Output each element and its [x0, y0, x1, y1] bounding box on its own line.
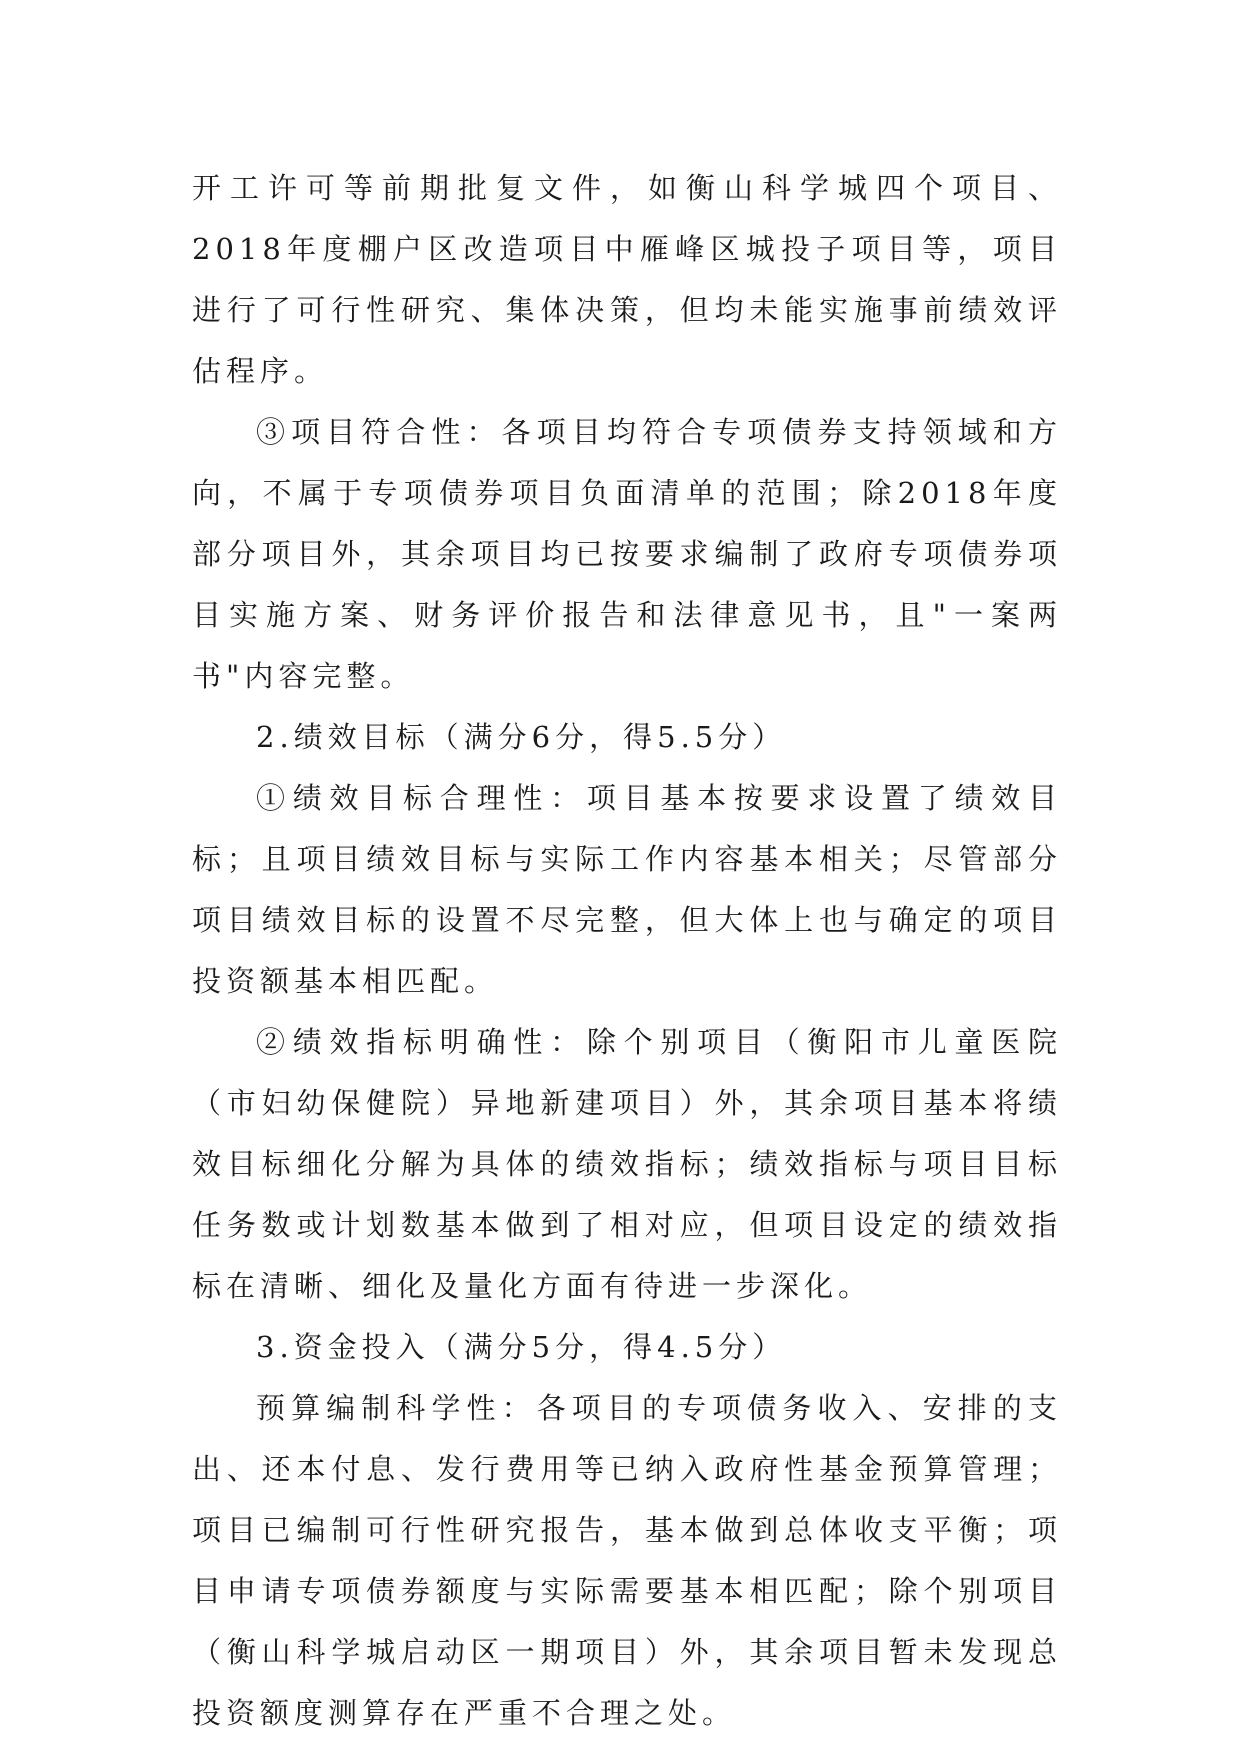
paragraph-goal-rationality: ①绩效目标合理性：项目基本按要求设置了绩效目标；且项目绩效目标与实际工作内容基本相关；尽管部分项目绩效目标的设置不尽完整，但大体上也与确定的项目投资额基本相匹配。: [192, 781, 1062, 998]
paragraph-indicator-clarity: ②绩效指标明确性：除个别项目（衡阳市儿童医院（市妇幼保健院）异地新建项目）外，其余项目基本将绩效目标细化分解为具体的绩效指标；绩效指标与项目目标任务数或计划数基本做到了相对应，但项目设定的绩效指标在清晰、细化及量化方面有待进一步深化。: [192, 1025, 1062, 1303]
paragraph-budget-scientific: 预算编制科学性：各项目的专项债务收入、安排的支出、还本付息、发行费用等已纳入政府性基金预算管理；项目已编制可行性研究报告，基本做到总体收支平衡；项目申请专项债券额度与实际需要基本相匹配；除个别项目（衡山科学城启动区一期项目）外，其余项目暂未发现总投资额度测算存在严重不合理之处。: [192, 1391, 1062, 1730]
document-body: [192, 158, 1062, 1744]
paragraph-prior-approval: 开工许可等前期批复文件，如衡山科学城四个项目、2018年度棚户区改造项目中雁峰区城投子项目等，项目进行了可行性研究、集体决策，但均未能实施事前绩效评估程序。: [192, 171, 1062, 388]
heading-funding-input: 3.资金投入（满分5分，得4.5分）: [256, 1330, 787, 1364]
heading-performance-goals: 2.绩效目标（满分6分，得5.5分）: [256, 720, 787, 754]
paragraph-project-compliance: ③项目符合性：各项目均符合专项债券支持领域和方向，不属于专项债券项目负面清单的范围；除2018年度部分项目外，其余项目均已按要求编制了政府专项债券项目实施方案、财务评价报告和法律意见书，且"一案两书"内容完整。: [192, 415, 1062, 693]
